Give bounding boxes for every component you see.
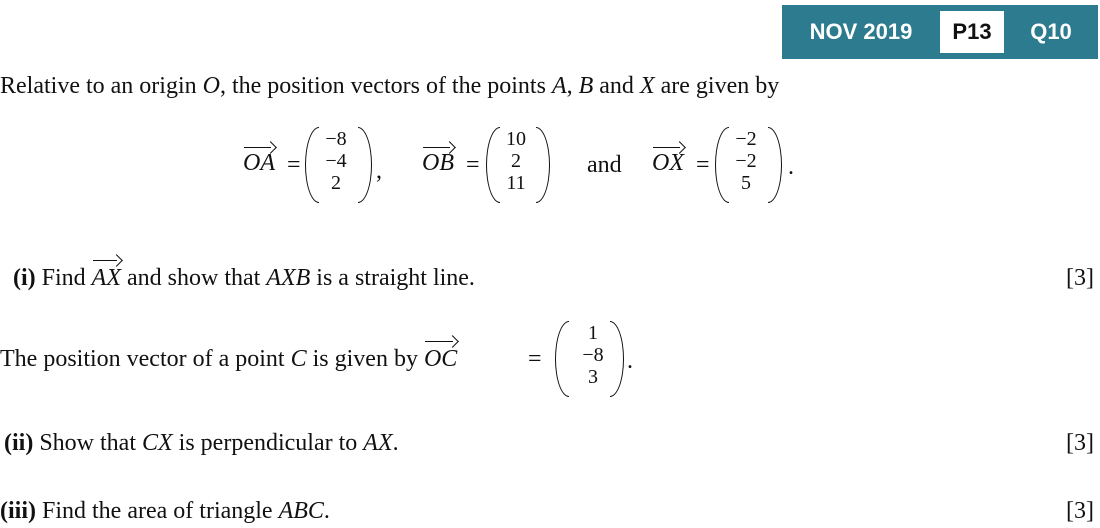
- part-iii-question: [0, 496, 330, 526]
- period: .: [627, 348, 633, 374]
- intro-part: are given by: [654, 73, 780, 99]
- and-word: and: [587, 152, 622, 178]
- vector-entry: 1: [588, 322, 598, 344]
- origin-symbol: O: [202, 73, 220, 99]
- vector-arrow-icon: [652, 142, 684, 152]
- vector-ax-label: [92, 263, 121, 293]
- question-text: and show that: [121, 265, 267, 291]
- left-paren: [555, 321, 569, 397]
- vector-arrow-icon: [424, 336, 457, 346]
- question-text: Find the area of triangle: [42, 498, 279, 524]
- vector-entry: −4: [325, 150, 347, 172]
- equals-sign: =: [696, 152, 710, 178]
- question-tag: [782, 5, 1098, 59]
- vector-entry: 3: [588, 366, 598, 388]
- question-label: Q10: [1030, 19, 1072, 44]
- point-c: C: [290, 346, 307, 372]
- line-ax: AX: [363, 430, 393, 456]
- period: .: [788, 154, 794, 180]
- vector-entry: 10: [506, 128, 526, 150]
- marks-iii: [3]: [1066, 498, 1094, 524]
- equals-sign: =: [528, 346, 542, 372]
- intro-part: Relative to an origin: [0, 73, 203, 99]
- part-ii-question: [4, 428, 399, 458]
- right-paren: [358, 127, 372, 203]
- vector-ox-label: [652, 150, 684, 177]
- vector-oa-column: [314, 128, 358, 194]
- vector-ox-column: [724, 128, 768, 194]
- vector-arrow-icon: [422, 142, 454, 152]
- part-label: (ii): [4, 430, 34, 456]
- vector-ob-column: [494, 128, 538, 194]
- vector-arrow-icon: [243, 142, 275, 152]
- equals-sign: =: [287, 152, 301, 178]
- right-paren: [536, 127, 550, 203]
- part-label: (i): [13, 265, 36, 291]
- intro-part: and: [593, 73, 640, 99]
- vector-ob-label: [422, 150, 454, 177]
- right-paren: [610, 321, 624, 397]
- question-text: Show that: [39, 430, 142, 456]
- vector-oc-column: [571, 322, 615, 388]
- vector-entry: 11: [506, 172, 526, 194]
- vector-entry: −8: [582, 344, 604, 366]
- paper-label: P13: [940, 11, 1004, 53]
- point-b: B: [578, 73, 594, 99]
- question-text: Find: [41, 265, 92, 291]
- intro-part: ,: [566, 73, 579, 99]
- oc-line: [0, 344, 457, 374]
- session-label: NOV 2019: [809, 19, 913, 44]
- right-paren: [768, 127, 782, 203]
- question-text: is a straight line.: [310, 265, 475, 291]
- comma: ,: [376, 158, 382, 184]
- part-i-question: [13, 263, 475, 293]
- point-x: X: [639, 73, 655, 99]
- question-text: The position vector of a point: [0, 346, 291, 372]
- intro-part: , the position vectors of the points: [219, 73, 552, 99]
- question-text: is perpendicular to: [172, 430, 364, 456]
- point-a: A: [551, 73, 567, 99]
- vector-entry: −2: [735, 150, 757, 172]
- vector-entry: 2: [511, 150, 521, 172]
- marks-ii: [3]: [1066, 430, 1094, 456]
- question-text: .: [323, 498, 330, 524]
- intro-text: [0, 71, 779, 101]
- vector-name: AX: [91, 265, 121, 291]
- vector-arrow-icon: [92, 255, 121, 265]
- vector-oc-label: [424, 344, 457, 374]
- question-text: .: [392, 430, 399, 456]
- triangle-abc: ABC: [278, 498, 324, 524]
- line-axb: AXB: [266, 265, 311, 291]
- equals-sign: =: [466, 152, 480, 178]
- vector-name: OA: [243, 150, 275, 176]
- vector-entry: −2: [735, 128, 757, 150]
- vector-entry: 2: [331, 172, 341, 194]
- vector-oa-label: [243, 150, 275, 177]
- vector-name: OC: [423, 346, 458, 372]
- vector-entry: −8: [325, 128, 347, 150]
- question-text: is given by: [306, 346, 424, 372]
- part-label: (iii): [0, 498, 36, 524]
- vector-name: OX: [652, 150, 684, 176]
- vector-entry: 5: [741, 172, 751, 194]
- line-cx: CX: [142, 430, 173, 456]
- marks-i: [3]: [1066, 265, 1094, 291]
- vector-name: OB: [422, 150, 454, 176]
